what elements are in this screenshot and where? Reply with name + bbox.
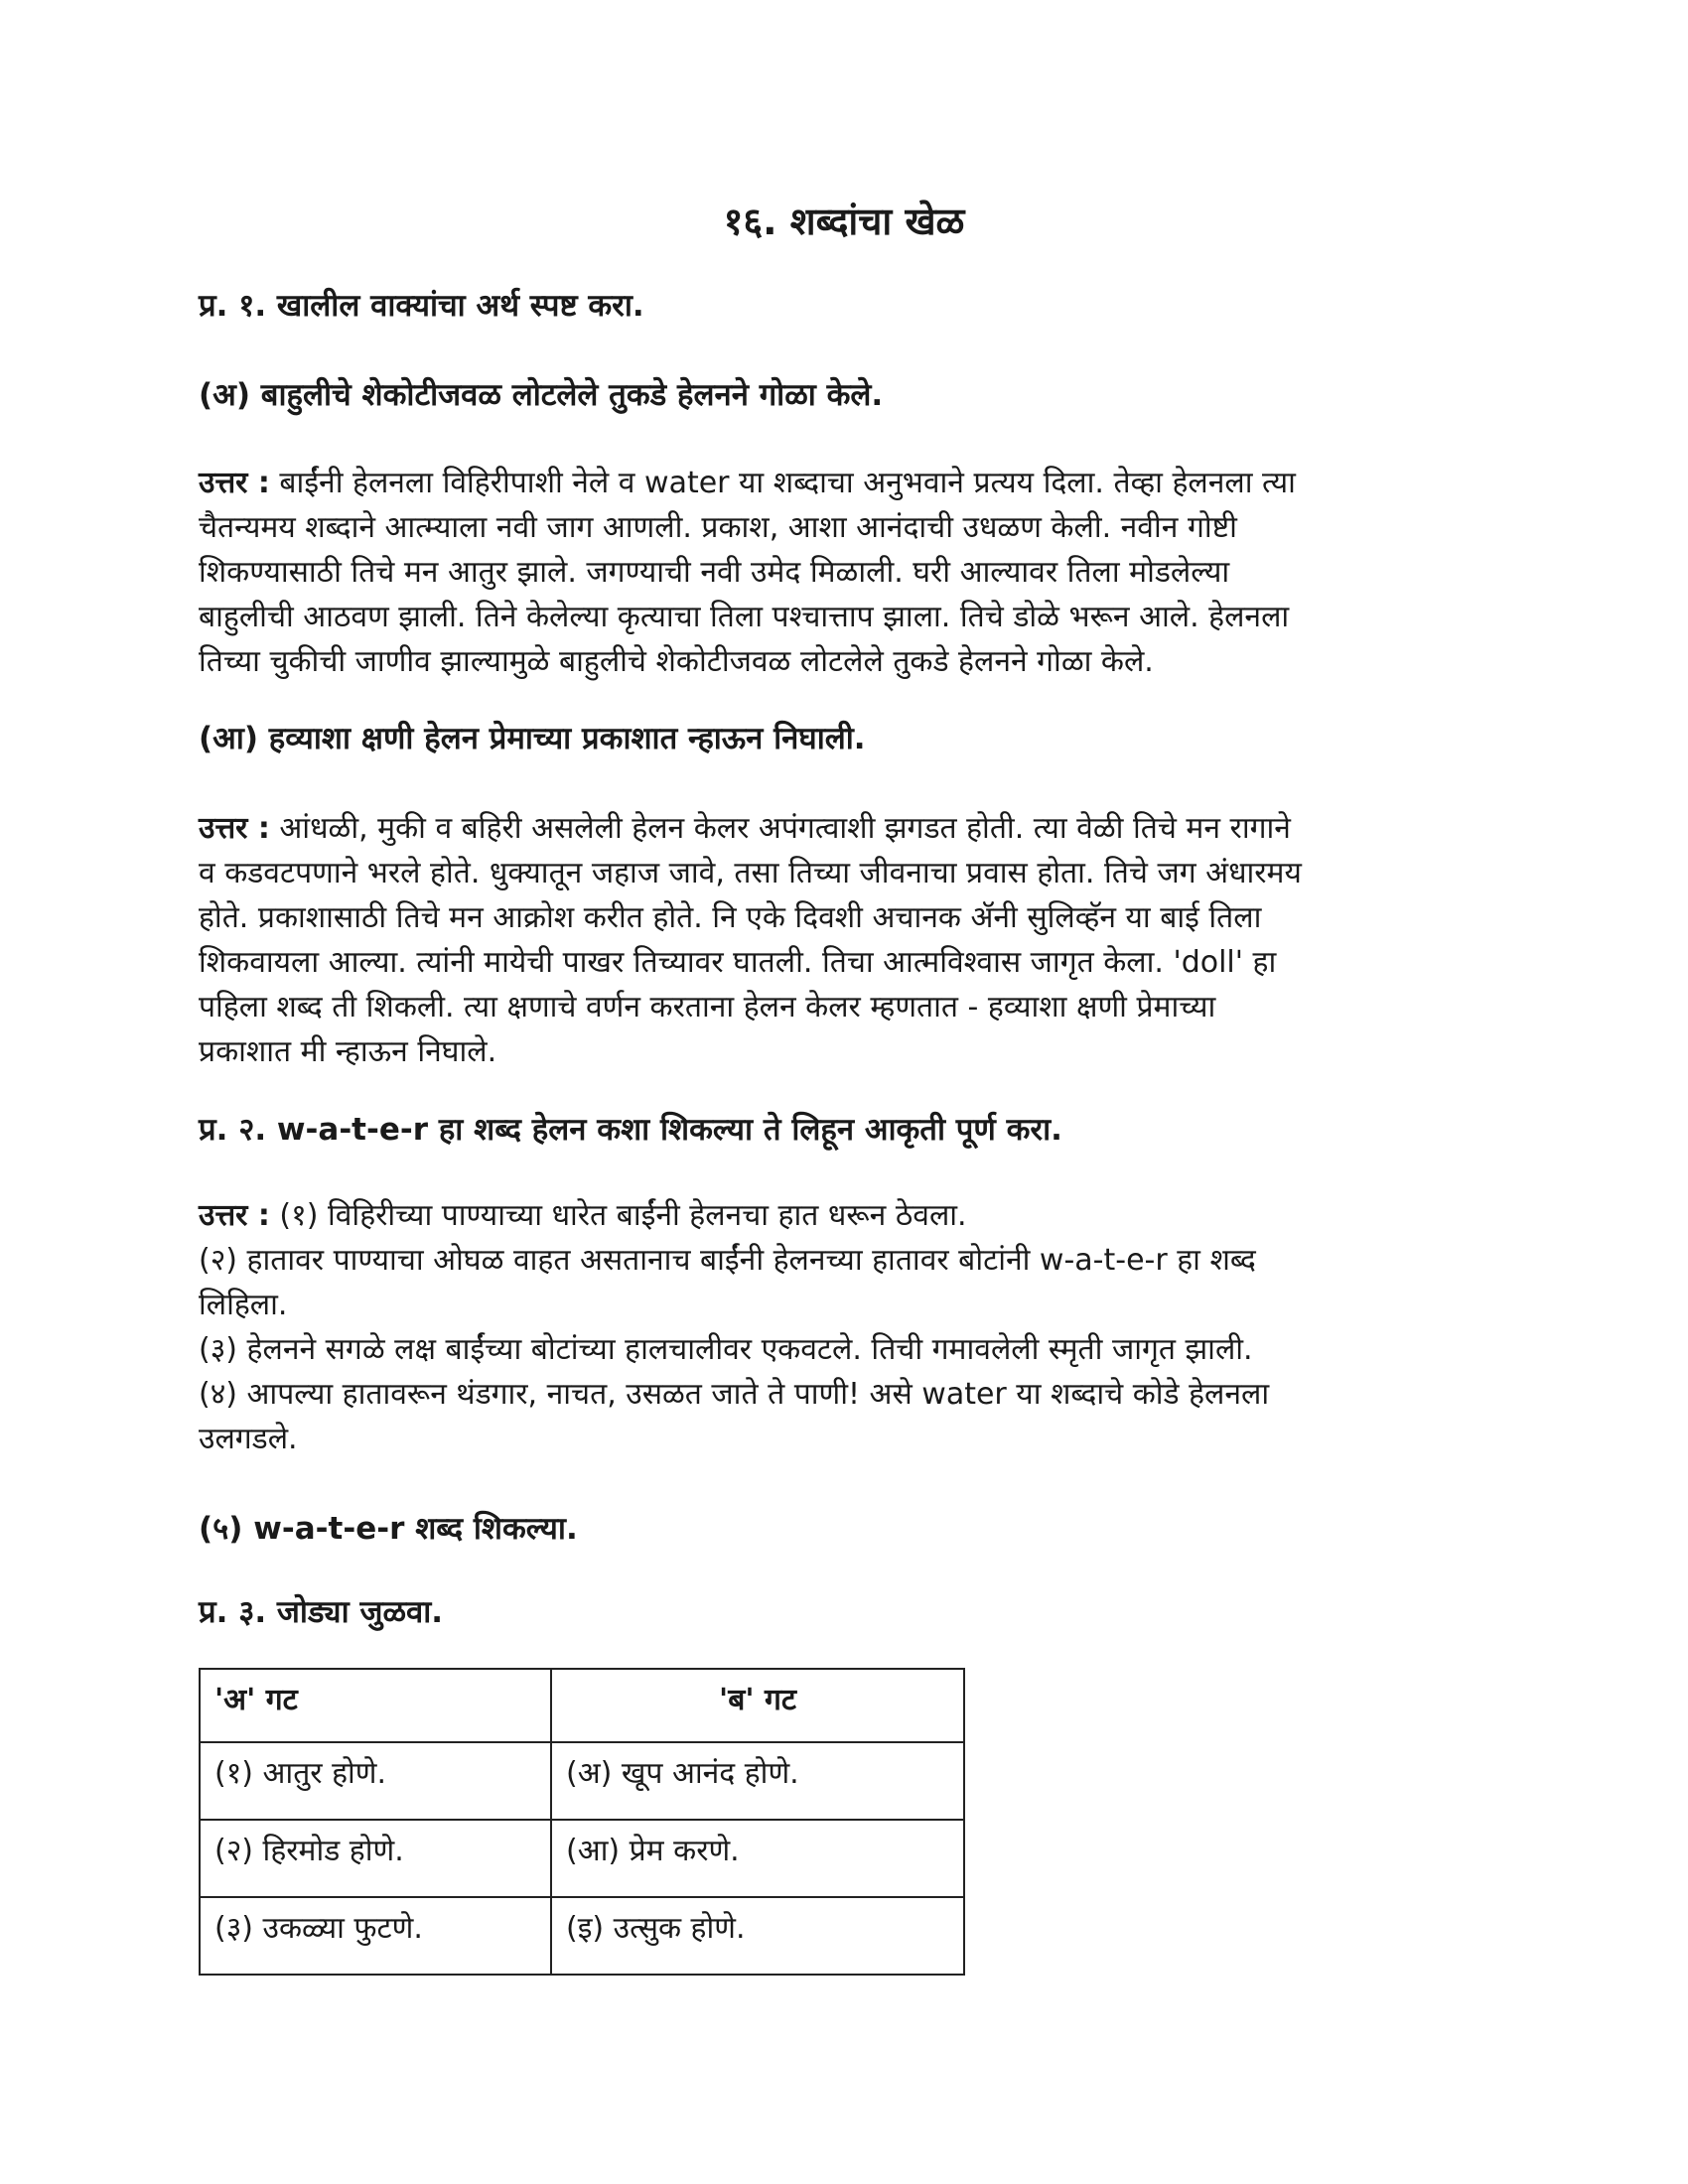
answer-2-final-step: (५) w-a-t-e-r शब्द शिकल्या.	[199, 1511, 578, 1547]
column-header-b: 'ब' गट	[551, 1669, 964, 1742]
answer-line: उत्तर : आंधळी, मुकी व बहिरी असलेली हेलन केलर अपंगत्वाशी झगडत होती. त्या वेळी तिचे मन रागाने	[199, 811, 1291, 846]
question-1aa-heading: (आ) हव्याशा क्षणी हेलन प्रेमाच्या प्रकाशात न्हाऊन निघाली.	[199, 721, 866, 756]
answer-2	[199, 1193, 1509, 1461]
answer-line: तिच्या चुकीची जाणीव झाल्यामुळे बाहुलीचे शेकोटीजवळ लोटलेले तुकडे हेलनने गोळा केले.	[199, 644, 1154, 679]
table-row	[200, 1742, 964, 1820]
answer-line: चैतन्यमय शब्दाने आत्म्याला नवी जाग आणली. प्रकाश, आशा आनंदाची उधळण केली. नवीन गोष्टी	[199, 510, 1237, 545]
table-cell-b: (इ) उत्सुक होणे.	[551, 1897, 964, 1975]
question-3-heading: प्र. ३. जोड्या जुळवा.	[199, 1594, 444, 1630]
answer-line: उलगडले.	[199, 1422, 298, 1456]
answer-line: होते. प्रकाशासाठी तिचे मन आक्रोश करीत होते. नि एके दिवशी अचानक ॲनी सुलिव्हॅन या बाई तिला	[199, 900, 1262, 935]
answer-1a	[199, 461, 1509, 684]
answer-label: उत्तर :	[199, 1198, 270, 1233]
answer-label: उत्तर :	[199, 466, 270, 500]
answer-line: बाहुलीची आठवण झाली. तिने केलेल्या कृत्याचा तिला पश्चात्ताप झाला. तिचे डोळे भरून आले. हेलनला	[199, 600, 1290, 634]
table-cell-b: (आ) प्रेम करणे.	[551, 1820, 964, 1897]
answer-line: (४) आपल्या हातावरून थंडगार, नाचत, उसळत जाते ते पाणी! असे water या शब्दाचे कोडे हेलनला	[199, 1377, 1270, 1412]
answer-line: उत्तर : बाईंनी हेलनला विहिरीपाशी नेले व water या शब्दाचा अनुभवाने प्रत्यय दिला. तेव्हा हेलनला त्या	[199, 466, 1296, 500]
answer-line: शिकण्यासाठी तिचे मन आतुर झाले. जगण्याची नवी उमेद मिळाली. घरी आल्यावर तिला मोडलेल्या	[199, 555, 1230, 590]
answer-1aa	[199, 806, 1509, 1074]
table-row	[200, 1897, 964, 1975]
answer-line: प्रकाशात मी न्हाऊन निघाले.	[199, 1034, 497, 1069]
table-cell-a: (१) आतुर होणे.	[200, 1742, 551, 1820]
answer-line: (३) हेलनने सगळे लक्ष बाईंच्या बोटांच्या हालचालीवर एकवटले. तिची गमावलेली स्मृती जागृत झाली.	[199, 1332, 1253, 1367]
table-cell-b: (अ) खूप आनंद होणे.	[551, 1742, 964, 1820]
match-pairs-table	[199, 1668, 965, 1976]
column-header-a: 'अ' गट	[200, 1669, 551, 1742]
table-header-row	[200, 1669, 964, 1742]
table-row	[200, 1820, 964, 1897]
answer-line: पहिला शब्द ती शिकली. त्या क्षणाचे वर्णन करताना हेलन केलर म्हणतात - हव्याशा क्षणी प्रेमाच्या	[199, 990, 1216, 1024]
answer-label: उत्तर :	[199, 811, 270, 846]
answer-line: उत्तर : (१) विहिरीच्या पाण्याच्या धारेत बाईंनी हेलनचा हात धरून ठेवला.	[199, 1198, 967, 1233]
question-1a-heading: (अ) बाहुलीचे शेकोटीजवळ लोटलेले तुकडे हेलनने गोळा केले.	[199, 377, 884, 413]
page-title: १६. शब्दांचा खेळ	[723, 200, 965, 243]
table-cell-a: (२) हिरमोड होणे.	[200, 1820, 551, 1897]
table-cell-a: (३) उकळ्या फुटणे.	[200, 1897, 551, 1975]
answer-line: लिहिला.	[199, 1288, 288, 1322]
question-2-heading: प्र. २. w-a-t-e-r हा शब्द हेलन कशा शिकल्या ते लिहून आकृती पूर्ण करा.	[199, 1112, 1062, 1148]
answer-line: (२) हातावर पाण्याचा ओघळ वाहत असतानाच बाईंनी हेलनच्या हातावर बोटांनी w-a-t-e-r हा शब्द	[199, 1243, 1256, 1278]
question-1-heading: प्र. १. खालील वाक्यांचा अर्थ स्पष्ट करा.	[199, 288, 644, 324]
answer-line: शिकवायला आल्या. त्यांनी मायेची पाखर तिच्यावर घातली. तिचा आत्मविश्वास जागृत केला. 'doll' हा	[199, 945, 1277, 980]
answer-line: व कडवटपणाने भरले होते. धुक्यातून जहाज जावे, तसा तिच्या जीवनाचा प्रवास होता. तिचे जग अंधारमय	[199, 856, 1302, 890]
